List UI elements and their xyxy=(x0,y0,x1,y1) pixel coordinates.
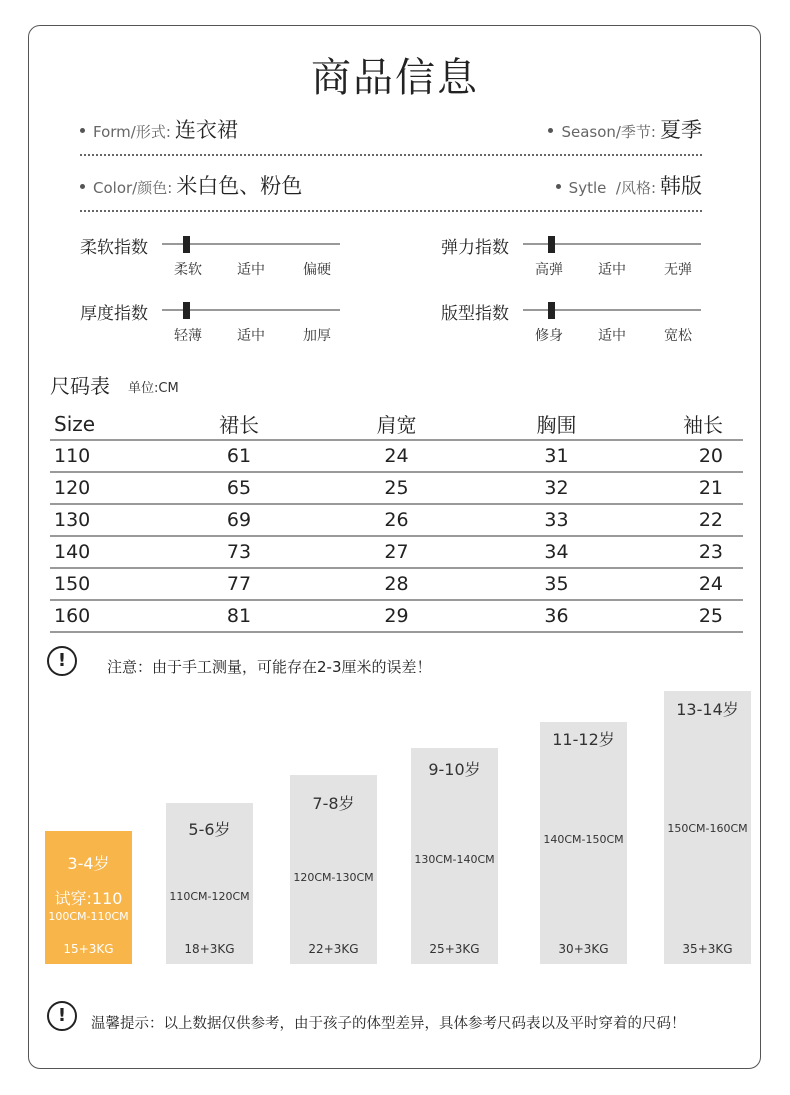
option-label: 适中 xyxy=(237,262,265,278)
table-cell: 81 xyxy=(194,600,284,632)
table-cell: 110 xyxy=(50,440,194,472)
slider-knob xyxy=(548,236,555,253)
table-cell: 150 xyxy=(50,568,194,600)
size-chart-unit: 单位:CM xyxy=(128,381,179,396)
height-range: 100CM-110CM xyxy=(48,910,129,923)
table-row xyxy=(50,600,743,632)
age-label: 9-10岁 xyxy=(428,760,481,779)
age-bar-13-14 xyxy=(664,691,751,964)
table-row xyxy=(50,504,743,536)
table-cell: 33 xyxy=(509,504,604,536)
height-range: 110CM-120CM xyxy=(169,890,250,903)
measurement-notice: 注意：由于手工测量，可能存在2-3厘米的误差！ xyxy=(107,658,432,676)
table-row xyxy=(50,568,743,600)
age-label: 11-12岁 xyxy=(552,730,615,749)
option-label: 修身 xyxy=(535,328,563,344)
index-softness: 柔软指数 柔软 适中 偏硬 xyxy=(80,233,342,283)
dotted-divider xyxy=(80,210,702,212)
table-row xyxy=(50,440,743,472)
table-cell: 31 xyxy=(509,440,604,472)
weight-label: 35+3KG xyxy=(682,942,733,956)
option-label: 适中 xyxy=(598,262,626,278)
info-style: Sytle /风格: 韩版 xyxy=(556,170,702,200)
table-cell: 77 xyxy=(194,568,284,600)
info-season: Season/季节: 夏季 xyxy=(548,114,702,144)
table-cell: 26 xyxy=(284,504,509,536)
table-cell: 28 xyxy=(284,568,509,600)
table-cell: 27 xyxy=(284,536,509,568)
table-cell: 25 xyxy=(284,472,509,504)
slider-knob xyxy=(183,236,190,253)
table-cell: 25 xyxy=(604,600,743,632)
table-cell: 21 xyxy=(604,472,743,504)
table-cell: 160 xyxy=(50,600,194,632)
age-bar-9-10 xyxy=(411,748,498,964)
info-row-color-style xyxy=(80,172,702,212)
index-fit: 版型指数 修身 适中 宽松 xyxy=(441,299,703,349)
weight-label: 22+3KG xyxy=(308,942,359,956)
age-bar-5-6 xyxy=(166,803,253,964)
table-cell: 130 xyxy=(50,504,194,536)
table-cell: 29 xyxy=(284,600,509,632)
dotted-divider xyxy=(80,154,702,156)
option-label: 适中 xyxy=(598,328,626,344)
info-color: Color/颜色: 米白色、粉色 xyxy=(80,170,302,200)
table-row xyxy=(50,536,743,568)
weight-label: 18+3KG xyxy=(184,942,235,956)
option-label: 适中 xyxy=(237,328,265,344)
option-label: 偏硬 xyxy=(303,262,331,278)
table-header: 肩宽 xyxy=(284,408,509,440)
size-chart-title: 尺码表 xyxy=(50,374,110,398)
height-range: 120CM-130CM xyxy=(293,871,374,884)
table-cell: 73 xyxy=(194,536,284,568)
page-title: 商品信息 xyxy=(311,55,479,101)
age-label: 13-14岁 xyxy=(676,700,739,719)
option-label: 轻薄 xyxy=(174,328,202,344)
size-table xyxy=(50,408,743,633)
bullet-icon xyxy=(548,128,553,133)
table-cell: 23 xyxy=(604,536,743,568)
table-cell: 61 xyxy=(194,440,284,472)
option-label: 宽松 xyxy=(664,328,692,344)
exclamation-circle-icon: ! xyxy=(47,646,77,676)
option-label: 加厚 xyxy=(303,328,331,344)
index-thickness: 厚度指数 轻薄 适中 加厚 xyxy=(80,299,342,349)
table-header-row xyxy=(50,408,743,440)
weight-label: 15+3KG xyxy=(63,942,114,956)
index-elasticity: 弹力指数 高弹 适中 无弹 xyxy=(441,233,703,283)
age-label: 7-8岁 xyxy=(312,794,355,813)
option-label: 高弹 xyxy=(535,262,563,278)
height-range: 130CM-140CM xyxy=(414,853,495,866)
info-row-form-season xyxy=(80,116,702,156)
bullet-icon xyxy=(80,184,85,189)
weight-label: 30+3KG xyxy=(558,942,609,956)
table-cell: 65 xyxy=(194,472,284,504)
height-range: 140CM-150CM xyxy=(543,833,624,846)
table-cell: 140 xyxy=(50,536,194,568)
table-header: Size xyxy=(50,408,194,440)
option-label: 无弹 xyxy=(664,262,692,278)
age-bar-7-8 xyxy=(290,775,377,964)
table-cell: 120 xyxy=(50,472,194,504)
table-cell: 20 xyxy=(604,440,743,472)
age-bar-11-12 xyxy=(540,722,627,964)
option-label: 柔软 xyxy=(174,262,202,278)
weight-label: 25+3KG xyxy=(429,942,480,956)
table-cell: 32 xyxy=(509,472,604,504)
table-cell: 69 xyxy=(194,504,284,536)
slider-knob xyxy=(548,302,555,319)
table-cell: 22 xyxy=(604,504,743,536)
table-cell: 35 xyxy=(509,568,604,600)
slider-knob xyxy=(183,302,190,319)
table-header: 袖长 xyxy=(604,408,743,440)
table-cell: 36 xyxy=(509,600,604,632)
age-label: 3-4岁 xyxy=(67,854,110,873)
info-form: Form/形式: 连衣裙 xyxy=(80,114,238,144)
table-header: 胸围 xyxy=(509,408,604,440)
table-cell: 24 xyxy=(604,568,743,600)
exclamation-circle-icon: ! xyxy=(47,1001,77,1031)
table-cell: 24 xyxy=(284,440,509,472)
age-bar-3-4 xyxy=(45,831,132,964)
table-cell: 34 xyxy=(509,536,604,568)
table-row xyxy=(50,472,743,504)
bullet-icon xyxy=(80,128,85,133)
bullet-icon xyxy=(556,184,561,189)
height-range: 150CM-160CM xyxy=(667,822,748,835)
tryon-label: 试穿:110 xyxy=(54,889,123,908)
table-header: 裙长 xyxy=(194,408,284,440)
age-label: 5-6岁 xyxy=(188,820,231,839)
size-tip: 温馨提示：以上数据仅供参考，由于孩子的体型差异，具体参考尺码表以及平时穿着的尺码！ xyxy=(91,1016,686,1032)
